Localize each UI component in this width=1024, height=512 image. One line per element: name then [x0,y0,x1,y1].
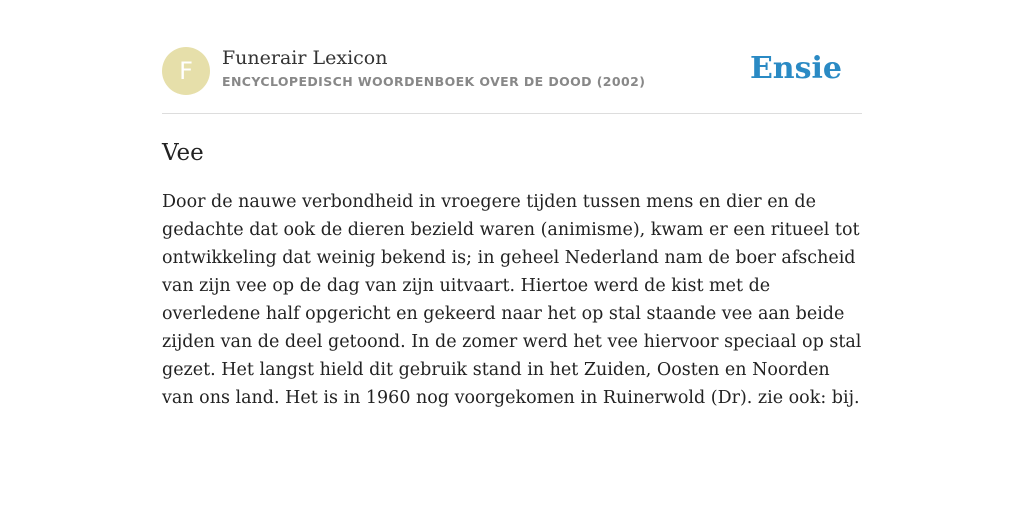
entry-card [162,46,862,412]
entry-title: Vee [162,140,204,166]
ensie-logo-link[interactable]: Ensie [749,51,842,86]
source-header [162,46,862,114]
source-subtitle: ENCYCLOPEDISCH WOORDENBOEK OVER DE DOOD (2002) [222,74,646,89]
entry-body: Door de nauwe verbondheid in vroegere tijden tussen mens en dier en de gedachte dat ook de dieren bezield waren (animisme), kwam er een ritueel tot ontwikkeling dat weinig bekend is; in geheel Nederland nam de boer afscheid van zijn vee op de dag van zijn uitvaart. Hiertoe werd de kist met de overledene half opgericht en gekeerd naar het op stal staande vee aan beide zijden van de deel getoond. In de zomer werd het vee hiervoor speciaal op stal gezet. Het langst hield dit gebruik stand in het Zuiden, Oosten en Noorden van ons land. Het is in 1960 nog voorgekomen in Ruinerwold (Dr). zie ook: bij. [162,192,862,408]
source-name[interactable]: Funerair Lexicon [222,47,388,69]
source-avatar[interactable]: F [162,47,210,95]
